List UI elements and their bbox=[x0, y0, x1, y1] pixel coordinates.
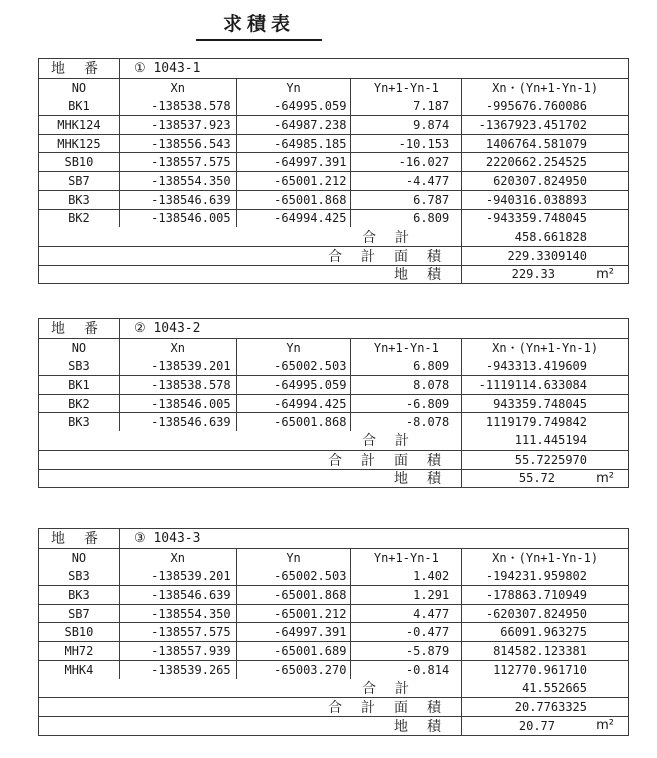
point-no: BK3 bbox=[68, 192, 90, 207]
point-no: SB7 bbox=[68, 606, 90, 621]
xn-value: -138557.939 bbox=[119, 642, 236, 660]
point-no: SB3 bbox=[68, 358, 90, 373]
table-row bbox=[39, 412, 628, 431]
column-header-dy: Yn+1-Yn-1 bbox=[350, 339, 461, 357]
sum-area-label: 合計面積 bbox=[328, 248, 460, 265]
sum-row bbox=[39, 431, 628, 450]
point-no: SB7 bbox=[68, 173, 90, 188]
table-row bbox=[39, 152, 628, 171]
parcel-area-cell bbox=[461, 266, 628, 284]
point-no: SB10 bbox=[64, 155, 94, 170]
point-no: BK2 bbox=[68, 396, 90, 411]
xn-value: -138556.543 bbox=[119, 135, 236, 153]
data-rows bbox=[39, 356, 628, 431]
column-header-no: NO bbox=[71, 80, 87, 95]
header-row bbox=[39, 338, 628, 357]
table-row bbox=[39, 622, 628, 641]
sum-area-label: 合計面積 bbox=[328, 452, 460, 469]
table-row bbox=[39, 356, 628, 375]
dy-value: 7.187 bbox=[350, 96, 461, 115]
xn-value: -138546.639 bbox=[119, 586, 236, 604]
sum-value: 41.552665 bbox=[461, 679, 628, 698]
column-header-no: NO bbox=[71, 340, 87, 355]
xn-value: -138538.578 bbox=[119, 96, 236, 115]
sum-row bbox=[39, 227, 628, 246]
square-meter-unit: m² bbox=[596, 266, 614, 282]
parcel-area-value: 55.72 bbox=[518, 471, 555, 486]
parcel-area-label: 地積 bbox=[394, 718, 460, 735]
dy-value: -5.879 bbox=[350, 642, 461, 660]
sum-value: 111.445194 bbox=[461, 431, 628, 450]
parcel-area-row bbox=[39, 716, 628, 735]
table-row bbox=[39, 394, 628, 413]
parcel-number: ③ 1043-3 bbox=[119, 529, 628, 548]
sum-value: 458.661828 bbox=[461, 227, 628, 246]
product-value: -940316.038893 bbox=[461, 191, 628, 209]
column-header-xn: Xn bbox=[119, 549, 236, 567]
sum-area-label-cell bbox=[39, 247, 461, 265]
xn-value: -138537.923 bbox=[119, 116, 236, 134]
xn-value: -138554.350 bbox=[119, 605, 236, 623]
product-value: 112770.961710 bbox=[461, 661, 628, 679]
xn-value: -138554.350 bbox=[119, 172, 236, 190]
yn-value: -65001.868 bbox=[236, 191, 351, 209]
xn-value: -138546.639 bbox=[119, 413, 236, 431]
parcel-label: 地番 bbox=[51, 61, 117, 78]
parcel-area-label-cell bbox=[39, 266, 461, 284]
table-row bbox=[39, 96, 628, 115]
dy-value: 9.874 bbox=[350, 116, 461, 134]
sum-area-label-cell bbox=[39, 698, 461, 716]
column-header-xn: Xn bbox=[119, 79, 236, 97]
dy-value: -6.809 bbox=[350, 395, 461, 413]
area-calculation-table bbox=[38, 58, 629, 284]
table-row bbox=[39, 604, 628, 623]
xn-value: -138546.639 bbox=[119, 191, 236, 209]
table-row bbox=[39, 190, 628, 209]
column-header-product: Xn・(Yn+1-Yn-1) bbox=[461, 79, 628, 97]
parcel-area-row bbox=[39, 469, 628, 488]
header-row bbox=[39, 78, 628, 97]
product-value: -1119114.633084 bbox=[461, 376, 628, 394]
product-value: -1367923.451702 bbox=[461, 116, 628, 134]
square-meter-unit: m² bbox=[596, 718, 614, 734]
product-value: 620307.824950 bbox=[461, 172, 628, 190]
yn-value: -65001.689 bbox=[236, 642, 351, 660]
dy-value: -0.814 bbox=[350, 661, 461, 679]
sum-label: 合計 bbox=[362, 680, 428, 697]
point-no: MH72 bbox=[64, 643, 94, 658]
yn-value: -64994.425 bbox=[236, 210, 351, 228]
column-header-dy: Yn+1-Yn-1 bbox=[350, 79, 461, 97]
column-header-xn: Xn bbox=[119, 339, 236, 357]
sum-area-row bbox=[39, 450, 628, 469]
table-row bbox=[39, 585, 628, 604]
dy-value: -0.477 bbox=[350, 623, 461, 641]
column-header-product: Xn・(Yn+1-Yn-1) bbox=[461, 339, 628, 357]
product-value: 943359.748045 bbox=[461, 395, 628, 413]
sum-area-label-cell bbox=[39, 451, 461, 469]
product-value: -995676.760086 bbox=[461, 96, 628, 115]
dy-value: 4.477 bbox=[350, 605, 461, 623]
sum-area-value: 20.7763325 bbox=[461, 698, 628, 716]
column-header-yn: Yn bbox=[236, 549, 351, 567]
yn-value: -65003.270 bbox=[236, 661, 351, 679]
sum-label: 合計 bbox=[362, 433, 428, 450]
dy-value: 6.809 bbox=[350, 210, 461, 228]
sum-area-value: 55.7225970 bbox=[461, 451, 628, 469]
yn-value: -64995.059 bbox=[236, 96, 351, 115]
xn-value: -138557.575 bbox=[119, 153, 236, 171]
parcel-number: ① 1043-1 bbox=[119, 59, 628, 78]
product-value: -943359.748045 bbox=[461, 210, 628, 228]
yn-value: -65001.868 bbox=[236, 413, 351, 431]
product-value: -178863.710949 bbox=[461, 586, 628, 604]
sum-label-cell bbox=[39, 227, 461, 246]
dy-value: 1.291 bbox=[350, 586, 461, 604]
table-row bbox=[39, 134, 628, 153]
table-row bbox=[39, 375, 628, 394]
parcel-row bbox=[39, 529, 628, 548]
parcel-area-label: 地積 bbox=[394, 267, 460, 284]
column-header-yn: Yn bbox=[236, 339, 351, 357]
yn-value: -65001.212 bbox=[236, 605, 351, 623]
parcel-area-row bbox=[39, 265, 628, 284]
table-row bbox=[39, 171, 628, 190]
parcel-area-label-cell bbox=[39, 470, 461, 488]
point-no: SB10 bbox=[64, 625, 94, 640]
parcel-row bbox=[39, 319, 628, 338]
point-no: BK2 bbox=[68, 211, 90, 226]
product-value: -943313.419609 bbox=[461, 356, 628, 375]
product-value: 66091.963275 bbox=[461, 623, 628, 641]
point-no: SB3 bbox=[68, 568, 90, 583]
point-no: BK1 bbox=[68, 377, 90, 392]
xn-value: -138546.005 bbox=[119, 395, 236, 413]
dy-value: 1.402 bbox=[350, 566, 461, 585]
point-no: MHK4 bbox=[64, 662, 94, 677]
dy-value: -16.027 bbox=[350, 153, 461, 171]
xn-value: -138539.201 bbox=[119, 566, 236, 585]
sum-area-label: 合計面積 bbox=[328, 700, 460, 716]
parcel-area-label: 地積 bbox=[394, 471, 460, 488]
table-row bbox=[39, 566, 628, 585]
xn-value: -138539.265 bbox=[119, 661, 236, 679]
dy-value: -10.153 bbox=[350, 135, 461, 153]
square-meter-unit: m² bbox=[596, 470, 614, 486]
yn-value: -65002.503 bbox=[236, 566, 351, 585]
yn-value: -64994.425 bbox=[236, 395, 351, 413]
yn-value: -65001.212 bbox=[236, 172, 351, 190]
column-header-dy: Yn+1-Yn-1 bbox=[350, 549, 461, 567]
point-no: MHK125 bbox=[57, 136, 101, 151]
yn-value: -64987.238 bbox=[236, 116, 351, 134]
column-header-yn: Yn bbox=[236, 79, 351, 97]
parcel-area-cell bbox=[461, 470, 628, 488]
parcel-area-cell bbox=[461, 717, 628, 735]
yn-value: -64997.391 bbox=[236, 153, 351, 171]
parcel-row bbox=[39, 59, 628, 78]
yn-value: -64985.185 bbox=[236, 135, 351, 153]
sum-label-cell bbox=[39, 431, 461, 450]
area-calculation-table bbox=[38, 318, 629, 488]
product-value: 1406764.581079 bbox=[461, 135, 628, 153]
xn-value: -138557.575 bbox=[119, 623, 236, 641]
data-rows bbox=[39, 566, 628, 678]
sum-area-value: 229.3309140 bbox=[461, 247, 628, 265]
sum-label-cell bbox=[39, 679, 461, 698]
header-row bbox=[39, 548, 628, 567]
table-row bbox=[39, 660, 628, 679]
dy-value: -4.477 bbox=[350, 172, 461, 190]
point-no: BK1 bbox=[68, 98, 90, 113]
parcel-number: ② 1043-2 bbox=[119, 319, 628, 338]
table-row bbox=[39, 209, 628, 228]
product-value: -620307.824950 bbox=[461, 605, 628, 623]
yn-value: -65001.868 bbox=[236, 586, 351, 604]
column-header-no: NO bbox=[71, 550, 87, 565]
product-value: 814582.123381 bbox=[461, 642, 628, 660]
point-no: BK3 bbox=[68, 587, 90, 602]
dy-value: 6.787 bbox=[350, 191, 461, 209]
xn-value: -138538.578 bbox=[119, 376, 236, 394]
area-calculation-table bbox=[38, 528, 629, 736]
point-no: BK3 bbox=[68, 415, 90, 430]
yn-value: -64995.059 bbox=[236, 376, 351, 394]
dy-value: 8.078 bbox=[350, 376, 461, 394]
column-header-product: Xn・(Yn+1-Yn-1) bbox=[461, 549, 628, 567]
parcel-label: 地番 bbox=[51, 321, 117, 338]
parcel-area-value: 229.33 bbox=[511, 267, 555, 282]
sum-row bbox=[39, 679, 628, 698]
sum-area-row bbox=[39, 246, 628, 265]
yn-value: -64997.391 bbox=[236, 623, 351, 641]
sum-area-row bbox=[39, 697, 628, 716]
table-row bbox=[39, 115, 628, 134]
dy-value: 6.809 bbox=[350, 356, 461, 375]
product-value: -194231.959802 bbox=[461, 566, 628, 585]
product-value: 2220662.254525 bbox=[461, 153, 628, 171]
parcel-area-label-cell bbox=[39, 717, 461, 735]
xn-value: -138546.005 bbox=[119, 210, 236, 228]
point-no: MHK124 bbox=[57, 117, 101, 132]
yn-value: -65002.503 bbox=[236, 356, 351, 375]
sum-label: 合計 bbox=[362, 229, 428, 246]
dy-value: -8.078 bbox=[350, 413, 461, 431]
parcel-label: 地番 bbox=[51, 531, 117, 548]
data-rows bbox=[39, 96, 628, 227]
page-title: 求積表 bbox=[196, 9, 322, 41]
product-value: 1119179.749842 bbox=[461, 413, 628, 431]
table-row bbox=[39, 641, 628, 660]
xn-value: -138539.201 bbox=[119, 356, 236, 375]
parcel-area-value: 20.77 bbox=[518, 718, 555, 733]
